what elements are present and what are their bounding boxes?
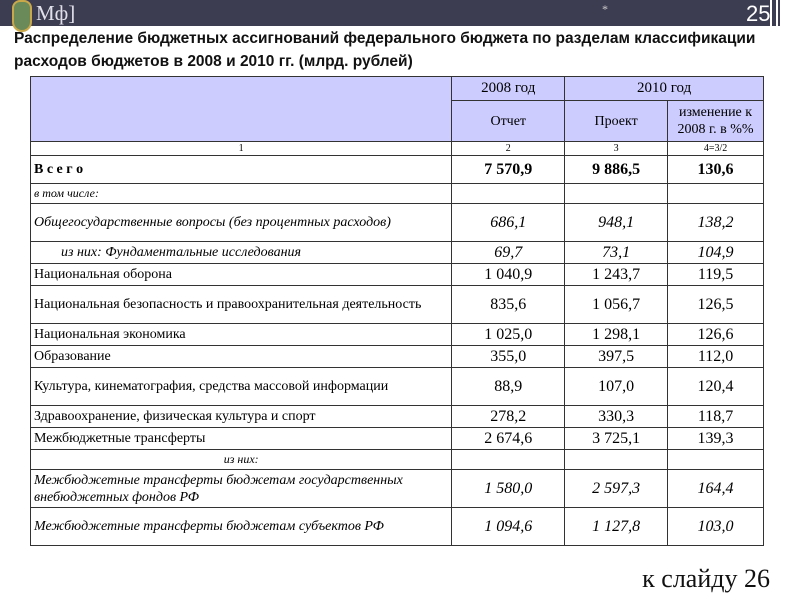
table-row [31, 508, 764, 546]
col-header: Отчет [452, 101, 565, 142]
value-cell: 3 725,1 [565, 428, 668, 450]
row-label: Общегосударственные вопросы (без процентных расходов) [31, 204, 452, 242]
col-number: 2 [452, 142, 565, 156]
value-cell: 948,1 [565, 204, 668, 242]
value-cell: 126,5 [668, 286, 764, 324]
value-cell: 397,5 [565, 346, 668, 368]
value-cell: 1 580,0 [452, 470, 565, 508]
table-row [31, 368, 764, 406]
value-cell: 88,9 [452, 368, 565, 406]
value-cell: 107,0 [565, 368, 668, 406]
value-cell: 1 298,1 [565, 324, 668, 346]
value-cell [668, 184, 764, 204]
table-row [31, 184, 764, 204]
table-row [31, 450, 764, 470]
value-cell: 2 597,3 [565, 470, 668, 508]
link-to-slide-26[interactable]: к слайду 26 [642, 564, 770, 593]
value-cell [452, 450, 565, 470]
value-cell: 164,4 [668, 470, 764, 508]
row-label: Здравоохранение, физическая культура и спорт [31, 406, 452, 428]
table-row [31, 264, 764, 286]
row-label: Национальная экономика [31, 324, 452, 346]
value-cell: 278,2 [452, 406, 565, 428]
table-row [31, 204, 764, 242]
value-cell [668, 450, 764, 470]
value-cell: 9 886,5 [565, 156, 668, 184]
value-cell: 118,7 [668, 406, 764, 428]
row-label: Национальная оборона [31, 264, 452, 286]
col-header: Проект [565, 101, 668, 142]
row-label: из них: [31, 450, 452, 470]
col-group-2008: 2008 год [452, 77, 565, 101]
value-cell: 7 570,9 [452, 156, 565, 184]
value-cell: 1 025,0 [452, 324, 565, 346]
value-cell: 126,6 [668, 324, 764, 346]
budget-table [30, 76, 764, 546]
value-cell: 2 674,6 [452, 428, 565, 450]
value-cell: 103,0 [668, 508, 764, 546]
table-row [31, 346, 764, 368]
header-blank [31, 77, 452, 142]
page-number: 25 [746, 1, 771, 26]
value-cell: 686,1 [452, 204, 565, 242]
row-label: Национальная безопасность и правоохранительная деятельность [31, 286, 452, 324]
col-group-2010: 2010 год [565, 77, 764, 101]
value-cell: 355,0 [452, 346, 565, 368]
value-cell: 330,3 [565, 406, 668, 428]
value-cell: 1 040,9 [452, 264, 565, 286]
brand-label: Мф] [36, 1, 76, 25]
value-cell: 1 127,8 [565, 508, 668, 546]
col-header: изменение к 2008 г. в %% [668, 101, 764, 142]
col-number: 3 [565, 142, 668, 156]
value-cell: 130,6 [668, 156, 764, 184]
header-accent [772, 0, 776, 26]
table-row [31, 470, 764, 508]
row-label: В с е г о [31, 156, 452, 184]
row-label: в том числе: [31, 184, 452, 204]
value-cell: 1 094,6 [452, 508, 565, 546]
table-row [31, 428, 764, 450]
table-row [31, 286, 764, 324]
value-cell: 1 243,7 [565, 264, 668, 286]
table-row [31, 324, 764, 346]
value-cell: 835,6 [452, 286, 565, 324]
slide-title: Распределение бюджетных ассигнований федерального бюджета по разделам классификации расходов бюджетов в 2008 и 2010 гг. (млрд. рублей) [14, 30, 756, 70]
row-label: Межбюджетные трансферты [31, 428, 452, 450]
row-label: Межбюджетные трансферты бюджетам субъектов РФ [31, 508, 452, 546]
value-cell [565, 184, 668, 204]
table-row [31, 242, 764, 264]
col-number: 1 [31, 142, 452, 156]
value-cell [452, 184, 565, 204]
table-row [31, 406, 764, 428]
value-cell: 112,0 [668, 346, 764, 368]
slide-marker: * [602, 2, 608, 16]
header-bar [0, 0, 770, 26]
table-row [31, 156, 764, 184]
row-label: Образование [31, 346, 452, 368]
value-cell: 138,2 [668, 204, 764, 242]
value-cell: 73,1 [565, 242, 668, 264]
row-label: из них: Фундаментальные исследования [31, 242, 452, 264]
value-cell: 1 056,7 [565, 286, 668, 324]
value-cell: 104,9 [668, 242, 764, 264]
value-cell: 69,7 [452, 242, 565, 264]
value-cell [565, 450, 668, 470]
row-label: Культура, кинематография, средства массовой информации [31, 368, 452, 406]
row-label: Межбюджетные трансферты бюджетам государственных внебюджетных фондов РФ [31, 470, 452, 508]
header-accent [778, 0, 780, 26]
value-cell: 120,4 [668, 368, 764, 406]
value-cell: 139,3 [668, 428, 764, 450]
col-number: 4=3/2 [668, 142, 764, 156]
value-cell: 119,5 [668, 264, 764, 286]
